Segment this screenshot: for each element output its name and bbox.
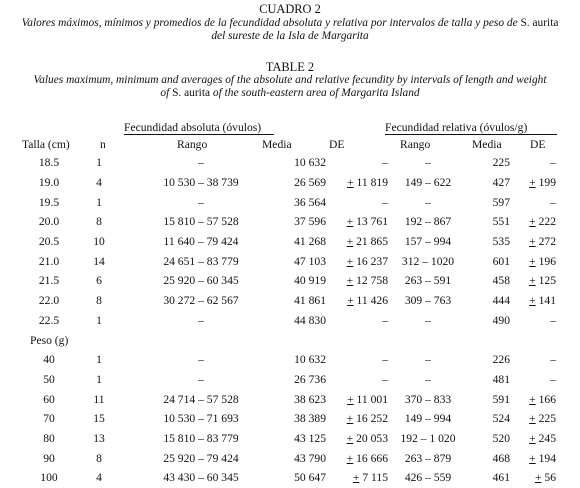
- cell-media-rel: 490: [492, 313, 510, 327]
- cell-de: + 20 053: [346, 431, 388, 445]
- cell-talla: 19.0: [38, 176, 60, 190]
- plus-minus-sign: +: [346, 215, 354, 229]
- cell-de-rel: –: [550, 353, 556, 367]
- cell-rango: 30 272 – 62 567: [163, 294, 239, 308]
- cell-de: + 16 252: [346, 412, 388, 426]
- cell-rango-rel: 309 – 763: [404, 294, 452, 308]
- section-row-weight: [26, 330, 556, 350]
- group-rule-absolute: [124, 134, 274, 135]
- cell-de: –: [382, 195, 388, 209]
- cell-media-rel: 524: [492, 412, 510, 426]
- plus-minus-sign: +: [529, 176, 536, 190]
- cell-media-rel: 226: [492, 353, 510, 367]
- plus-minus-sign: +: [346, 235, 354, 249]
- cell-talla: 19.5: [38, 195, 60, 209]
- cell-rango: –: [198, 372, 204, 386]
- cuadro-desc-line2: del sureste de la Isla de Margarita: [211, 29, 369, 42]
- cell-n: 11: [93, 392, 105, 406]
- cell-rango: –: [198, 195, 204, 209]
- fecundity-table: [26, 153, 556, 488]
- cell-de-rel: + 225: [529, 412, 556, 426]
- col-header-de-rel: DE: [530, 138, 546, 151]
- cell-de: + 21 865: [346, 235, 388, 249]
- cell-talla: 60: [43, 392, 55, 406]
- cell-media-rel: 427: [492, 176, 510, 190]
- table-row: [26, 291, 556, 311]
- cell-de-rel: –: [550, 156, 556, 170]
- cell-de: –: [382, 353, 388, 367]
- cell-n: 1: [96, 372, 102, 386]
- cell-de: + 7 115: [352, 471, 388, 485]
- col-header-de: DE: [329, 138, 345, 151]
- cell-talla: 20.5: [38, 235, 60, 249]
- cell-media-rel: 225: [492, 156, 510, 170]
- cell-n: 8: [96, 451, 102, 465]
- cell-media: 40 919: [294, 274, 326, 288]
- col-header-talla: Talla (cm): [22, 138, 70, 151]
- cell-rango: 24 714 – 57 528: [163, 392, 239, 406]
- cell-media: 41 861: [294, 294, 326, 308]
- cell-n: 1: [96, 353, 102, 367]
- cell-talla: 22.5: [38, 313, 60, 327]
- section-label-weight: Peso (g): [30, 333, 69, 347]
- cell-de: + 11 819: [347, 176, 388, 190]
- cell-media: 36 564: [294, 195, 326, 209]
- cell-talla: 40: [43, 353, 55, 367]
- cell-de-rel: + 199: [529, 176, 556, 190]
- plus-minus-sign: +: [529, 451, 536, 465]
- cell-n: 8: [96, 294, 102, 308]
- cell-media-rel: 444: [492, 294, 510, 308]
- cell-de-rel: + 196: [529, 254, 556, 268]
- table-row: [26, 192, 556, 212]
- cuadro-description: [0, 17, 580, 42]
- cell-rango: –: [198, 353, 204, 367]
- table-row: [26, 212, 556, 232]
- cell-rango-rel: 192 – 1 020: [400, 431, 456, 445]
- group-rule-relative: [385, 134, 557, 135]
- cell-media: 43 125: [294, 431, 326, 445]
- plus-minus-sign: +: [529, 431, 536, 445]
- cell-n: 13: [93, 431, 105, 445]
- cell-rango: –: [198, 313, 204, 327]
- cell-media-rel: 601: [492, 254, 510, 268]
- cell-media: 44 830: [294, 313, 326, 327]
- plus-minus-sign: +: [352, 471, 360, 485]
- cell-de-rel: –: [550, 372, 556, 386]
- cell-de-rel: –: [550, 195, 556, 209]
- cell-rango: 25 920 – 79 424: [163, 451, 239, 465]
- table-desc-line2-a: of: [160, 86, 173, 99]
- table-row: [26, 271, 556, 291]
- cell-de-rel: –: [550, 313, 556, 327]
- cuadro-species-name: S. aurita: [520, 17, 559, 29]
- cell-rango-rel: –: [425, 372, 431, 386]
- cell-de-rel: + 125: [529, 274, 556, 288]
- table-desc-line2-b: of the south-eastern area of Margarita Island: [210, 86, 420, 99]
- cell-de: –: [382, 156, 388, 170]
- cell-media-rel: 535: [492, 235, 510, 249]
- cell-media: 38 623: [294, 392, 326, 406]
- plus-minus-sign: +: [346, 451, 354, 465]
- plus-minus-sign: +: [346, 412, 354, 426]
- plus-minus-sign: +: [347, 294, 354, 308]
- cell-n: 14: [93, 254, 105, 268]
- cell-de: + 16 666: [346, 451, 388, 465]
- cell-n: 15: [93, 412, 105, 426]
- cell-rango: 24 651 – 83 779: [163, 254, 239, 268]
- cell-talla: 20.0: [38, 215, 60, 229]
- table-desc-line1: Values maximum, minimum and averages of the absolute and relative fecundity by intervals of length and weight: [33, 74, 547, 86]
- table-description: [0, 74, 580, 99]
- cell-media: 10 632: [294, 156, 326, 170]
- cell-talla: 90: [43, 451, 55, 465]
- cell-de-rel: + 166: [529, 392, 556, 406]
- table-row: [26, 409, 556, 429]
- cell-rango: 10 530 – 38 739: [163, 176, 239, 190]
- cell-rango-rel: 149 – 994: [404, 412, 452, 426]
- plus-minus-sign: +: [529, 235, 536, 249]
- cell-de-rel: + 141: [529, 294, 556, 308]
- cell-rango: 15 810 – 83 779: [163, 431, 239, 445]
- cell-media: 50 647: [294, 471, 326, 485]
- cell-talla: 22.0: [38, 294, 60, 308]
- cell-n: 4: [96, 471, 102, 485]
- plus-minus-sign: +: [529, 254, 536, 268]
- fecundity-table-body: [26, 153, 556, 488]
- cell-de-rel: + 245: [529, 431, 556, 445]
- cell-media: 26 569: [294, 176, 326, 190]
- table-row: [26, 389, 556, 409]
- cell-media: 41 268: [294, 235, 326, 249]
- cell-media: 26 736: [294, 372, 326, 386]
- cell-talla: 21.5: [38, 274, 60, 288]
- cell-talla: 21.0: [38, 254, 60, 268]
- cell-rango: 10 530 – 71 693: [163, 412, 239, 426]
- group-header-absolute: Fecundidad absoluta (óvulos): [124, 121, 262, 134]
- cell-n: 1: [96, 195, 102, 209]
- cell-de: + 12 758: [346, 274, 388, 288]
- table-row: [26, 251, 556, 271]
- cell-rango: 43 430 – 60 345: [163, 471, 239, 485]
- cell-media-rel: 591: [492, 392, 510, 406]
- cell-de: + 11 426: [347, 294, 388, 308]
- cell-de: + 16 237: [346, 254, 388, 268]
- cell-talla: 18.5: [38, 156, 60, 170]
- cell-de: + 11 001: [347, 392, 388, 406]
- cell-rango-rel: –: [425, 195, 431, 209]
- cell-n: 1: [96, 313, 102, 327]
- plus-minus-sign: +: [529, 294, 536, 308]
- cell-rango-rel: 263 – 879: [404, 451, 452, 465]
- cell-media-rel: 551: [492, 215, 510, 229]
- cell-media-rel: 520: [492, 431, 510, 445]
- table-row: [26, 153, 556, 173]
- cell-media: 37 596: [294, 215, 326, 229]
- cell-media: 38 389: [294, 412, 326, 426]
- cell-talla: 100: [40, 471, 58, 485]
- plus-minus-sign: +: [529, 274, 536, 288]
- cell-rango-rel: 149 – 622: [404, 176, 452, 190]
- col-header-media-rel: Media: [472, 138, 502, 151]
- table-row: [26, 429, 556, 449]
- cell-rango-rel: 263 – 591: [404, 274, 452, 288]
- table-row: [26, 173, 556, 193]
- plus-minus-sign: +: [347, 176, 354, 190]
- cell-media: 47 103: [294, 254, 326, 268]
- cell-media: 10 632: [294, 353, 326, 367]
- table-species-name: S. aurita: [172, 86, 211, 99]
- plus-minus-sign: +: [529, 392, 536, 406]
- cell-rango-rel: 312 – 1020: [401, 254, 455, 268]
- table-row: [26, 370, 556, 390]
- table-row: [26, 232, 556, 252]
- cell-n: 8: [96, 215, 102, 229]
- col-header-rango: Rango: [177, 138, 208, 151]
- cell-media-rel: 597: [492, 195, 510, 209]
- cell-de-rel: + 272: [529, 235, 556, 249]
- plus-minus-sign: +: [346, 254, 354, 268]
- cell-n: 6: [96, 274, 102, 288]
- plus-minus-sign: +: [534, 471, 542, 485]
- cell-rango-rel: 157 – 994: [404, 235, 452, 249]
- cell-media-rel: 481: [492, 372, 510, 386]
- plus-minus-sign: +: [529, 412, 536, 426]
- cell-media-rel: 461: [492, 471, 510, 485]
- cell-de: –: [382, 313, 388, 327]
- cell-n: 4: [96, 176, 102, 190]
- cell-rango: 11 640 – 79 424: [163, 235, 239, 249]
- cell-de-rel: + 56: [534, 471, 556, 485]
- cell-n: 10: [93, 235, 105, 249]
- table-row: [26, 311, 556, 331]
- plus-minus-sign: +: [346, 431, 354, 445]
- cell-rango-rel: –: [425, 156, 431, 170]
- cell-talla: 70: [43, 412, 55, 426]
- cell-talla: 50: [43, 372, 55, 386]
- cell-rango: 15 810 – 57 528: [163, 215, 239, 229]
- cell-media-rel: 468: [492, 451, 510, 465]
- cell-rango-rel: 370 – 833: [404, 392, 452, 406]
- cell-rango: 25 920 – 60 345: [163, 274, 239, 288]
- cell-media-rel: 458: [492, 274, 510, 288]
- cell-talla: 80: [43, 431, 55, 445]
- cell-rango: –: [198, 156, 204, 170]
- table-row: [26, 468, 556, 488]
- cell-rango-rel: –: [425, 313, 431, 327]
- group-header-relative: Fecundidad relativa (óvulos/g): [385, 121, 528, 134]
- cell-de-rel: + 222: [529, 215, 556, 229]
- table-title: TABLE 2: [265, 60, 315, 74]
- cell-de: + 13 761: [346, 215, 388, 229]
- table-row: [26, 448, 556, 468]
- cell-rango-rel: –: [425, 353, 431, 367]
- cell-rango-rel: 192 – 867: [404, 215, 452, 229]
- cuadro-desc-line1: Valores máximos, mínimos y promedios de la fecundidad absoluta y relativa por intervalos de talla y peso de: [21, 17, 521, 29]
- cell-n: 1: [96, 156, 102, 170]
- plus-minus-sign: +: [346, 274, 354, 288]
- col-header-n: n: [100, 138, 106, 151]
- table-row: [26, 350, 556, 370]
- cell-de-rel: + 194: [529, 451, 556, 465]
- plus-minus-sign: +: [529, 215, 536, 229]
- cuadro-title: CUADRO 2: [259, 2, 321, 16]
- cell-de: –: [382, 372, 388, 386]
- plus-minus-sign: +: [347, 392, 354, 406]
- cell-rango-rel: 426 – 559: [404, 471, 452, 485]
- cell-media: 43 790: [294, 451, 326, 465]
- col-header-rango-rel: Rango: [400, 138, 431, 151]
- col-header-media: Media: [262, 138, 292, 151]
